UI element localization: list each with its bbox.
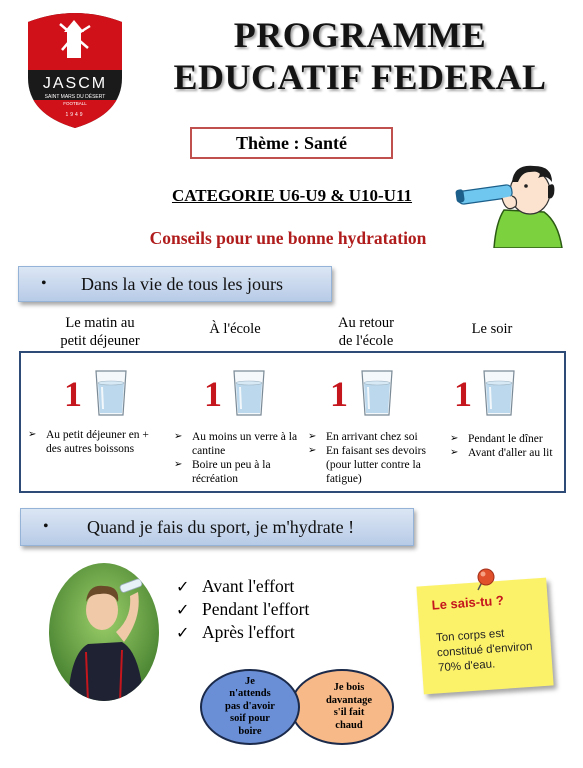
column-head-return xyxy=(316,314,416,350)
page-title xyxy=(150,14,570,98)
school-items xyxy=(172,430,298,486)
theme-label: Thème : Santé xyxy=(190,127,393,159)
check-item xyxy=(176,575,396,598)
column-head-morning xyxy=(30,314,170,350)
list-item: ➢ Pendant le dîner xyxy=(448,432,558,446)
title-line-2: EDUCATIF FEDERAL xyxy=(173,57,547,97)
check-item-label: Pendant l'effort xyxy=(202,599,310,619)
bubble-line: chaud xyxy=(335,719,363,731)
advice-title: Conseils pour une bonne hydratation xyxy=(149,228,427,248)
list-item: ➢ En faisant ses devoirs (pour lutter contre la fatigue) xyxy=(306,444,448,486)
section-sport xyxy=(20,508,414,546)
bubble-line: boire xyxy=(238,725,262,737)
check-item xyxy=(176,598,396,621)
section-bullet: • xyxy=(43,518,49,535)
glass-of-water-icon xyxy=(360,369,394,417)
section-everyday xyxy=(18,266,332,302)
column-head-line: Au retour xyxy=(338,315,394,331)
glass-of-water-icon xyxy=(482,369,516,417)
evening-items xyxy=(448,432,558,460)
did-you-know-note xyxy=(416,578,553,695)
column-head-school xyxy=(180,320,290,338)
glass-of-water-icon xyxy=(94,369,128,417)
list-item: ➢ En arrivant chez soi xyxy=(306,430,448,444)
bubble-line: Je xyxy=(245,675,255,687)
boy-drinking-illustration xyxy=(452,162,564,248)
tip-bubble-blue xyxy=(200,669,300,745)
morning-items xyxy=(26,428,162,456)
checkmark-icon: ✓ xyxy=(176,577,190,596)
logo-sub-text: FOOTBALL xyxy=(63,101,87,106)
list-item: ➢ Boire un peu à la récréation xyxy=(172,458,298,486)
column-head-evening xyxy=(442,320,542,338)
section-bullet: • xyxy=(41,275,47,292)
bubble-line: s'il fait xyxy=(333,707,365,718)
column-head-line: À l'école xyxy=(209,321,261,337)
club-logo xyxy=(22,8,128,130)
category-heading: CATEGORIE U6-U9 & U10-U11 xyxy=(171,186,413,205)
sport-checklist xyxy=(176,575,396,644)
tip-bubble-orange xyxy=(290,669,394,745)
bubble-line: davantage xyxy=(325,694,373,706)
column-head-line: de l'école xyxy=(338,333,394,349)
return-items xyxy=(306,430,448,486)
note-body: Ton corps est constitué d'environ 70% d'eau. xyxy=(435,627,533,675)
bubble-line: n'attends xyxy=(229,688,271,700)
glass-count: 1 xyxy=(454,374,472,414)
check-item xyxy=(176,621,396,644)
title-line-1: PROGRAMME xyxy=(233,15,487,55)
logo-ring-text: SAINT MARS DU DÉSERT xyxy=(44,94,106,100)
glass-count: 1 xyxy=(204,374,222,414)
player-drinking-photo xyxy=(48,562,160,702)
list-item: ➢ Avant d'aller au lit xyxy=(448,446,558,460)
push-pin-icon xyxy=(474,568,496,592)
glass-count: 1 xyxy=(64,374,82,414)
column-head-line: petit déjeuner xyxy=(60,333,140,349)
check-item-label: Après l'effort xyxy=(202,622,295,642)
note-title: Le sais-tu ? xyxy=(431,592,505,613)
glass-count: 1 xyxy=(330,374,348,414)
bubble-line: Je bois xyxy=(333,682,365,693)
column-head-line: Le soir xyxy=(471,321,513,337)
section-sport-label: Quand je fais du sport, je m'hydrate ! xyxy=(87,517,355,537)
checkmark-icon: ✓ xyxy=(176,623,190,642)
bubble-line: soif pour xyxy=(230,713,270,725)
section-everyday-label: Dans la vie de tous les jours xyxy=(81,274,283,294)
logo-letters: JASCM xyxy=(42,75,108,92)
list-item: ➢ Au moins un verre à la cantine xyxy=(172,430,298,458)
logo-year: 1949 xyxy=(65,112,85,118)
bubble-line: pas d'avoir xyxy=(225,700,275,712)
check-item-label: Avant l'effort xyxy=(202,576,295,596)
checkmark-icon: ✓ xyxy=(176,600,190,619)
glass-of-water-icon xyxy=(232,369,266,417)
column-head-line: Le matin au xyxy=(65,315,135,331)
list-item: ➢ Au petit déjeuner en + des autres boissons xyxy=(26,428,162,456)
